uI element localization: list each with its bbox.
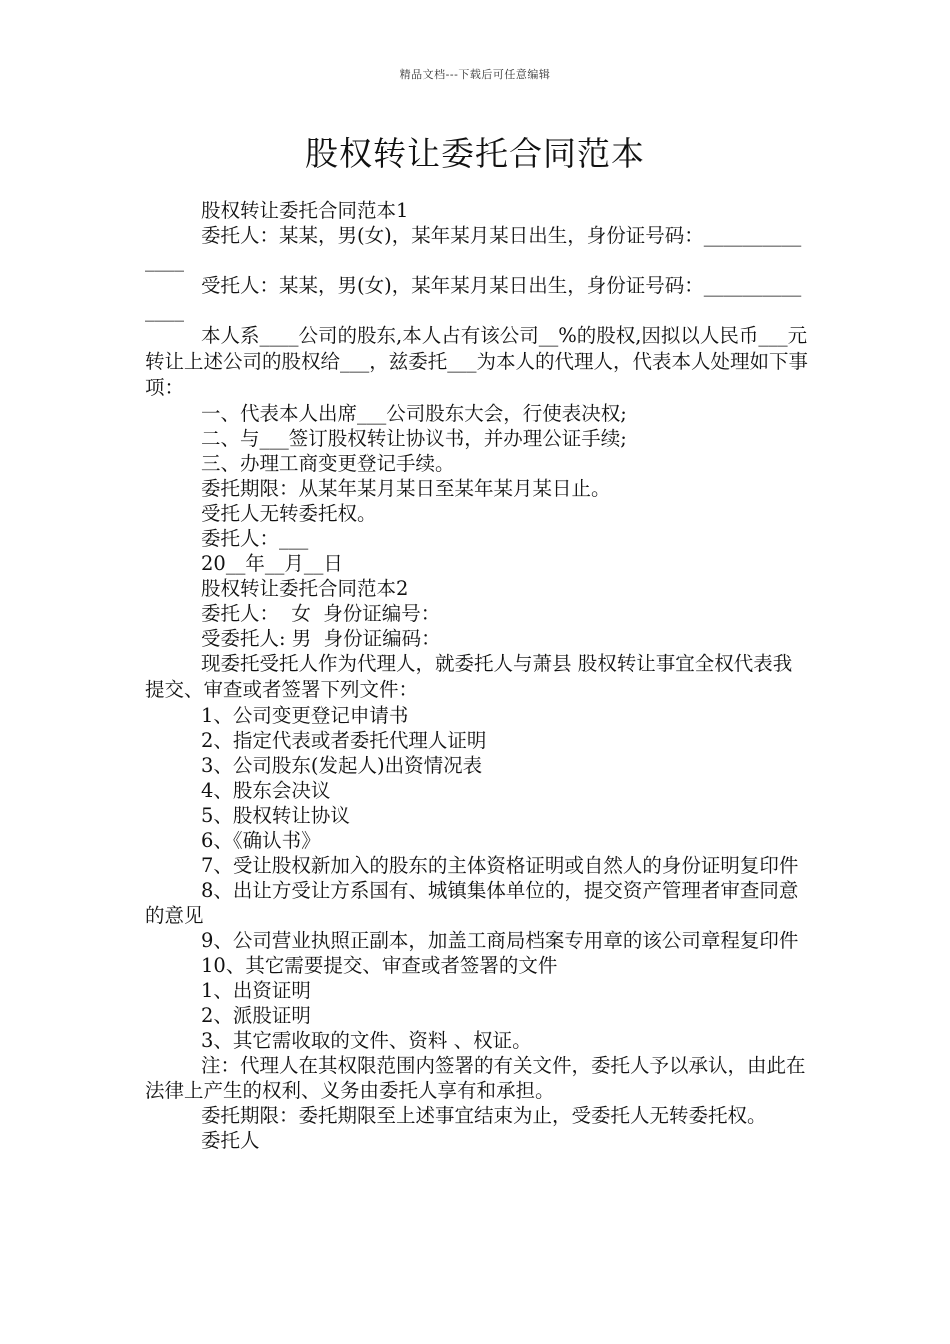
principal-signature-line: 委托人：___ (201, 527, 309, 550)
list-item: 二、与___签订股权转让协议书，并办理公证手续; (201, 427, 627, 450)
authorization-paragraph: 本人系____公司的股东,本人占有该公司__%的股权,因拟以人民币___元转让上述公司的股权给___，兹委托___为本人的代理人，代表本人处理如下事项： (145, 324, 809, 399)
principal-line: 委托人： 女 身份证编号： (201, 602, 441, 625)
principal-signature-line: 委托人 (201, 1129, 260, 1152)
list-item: 6、《确认书》 (201, 829, 321, 852)
authorization-paragraph: 现委托受托人作为代理人，就委托人与萧县 股权转让事宜全权代表我提交、审查或者签署下列文件： (145, 652, 793, 701)
list-item: 3、公司股东(发起人)出资情况表 (201, 754, 483, 777)
list-item: 三、办理工商变更登记手续。 (201, 452, 455, 475)
list-item: 7、受让股权新加入的股东的主体资格证明或自然人的身份证明复印件 (201, 854, 799, 877)
date-line: 20__年__月__日 (201, 552, 343, 575)
list-item: 10、其它需要提交、审查或者签署的文件 (201, 954, 558, 977)
list-item: 2、派股证明 (201, 1004, 311, 1027)
list-item: 5、股权转让协议 (201, 804, 350, 827)
list-item: 1、公司变更登记申请书 (201, 704, 409, 727)
list-item: 8、出让方受让方系国有、城镇集体单位的，提交资产管理者审查同意的意见 (145, 879, 799, 927)
header-note: 精品文档---下载后可任意编辑 (399, 68, 551, 81)
agent-line: 受委托人: 男 身份证编码： (201, 627, 441, 650)
no-subdelegation-line: 受托人无转委托权。 (201, 502, 377, 525)
term-line: 委托期限：委托期限至上述事宜结束为止，受委托人无转委托权。 (201, 1104, 767, 1127)
note-paragraph: 注：代理人在其权限范围内签署的有关文件，委托人予以承认，由此在法律上产生的权利、义务由委托人享有和承担。 (145, 1054, 806, 1102)
section-heading-1: 股权转让委托合同范本1 (201, 199, 409, 222)
list-item: 4、股东会决议 (201, 779, 331, 802)
document-body (145, 198, 810, 1153)
document-title: 股权转让委托合同范本 (305, 134, 645, 173)
list-item: 2、指定代表或者委托代理人证明 (201, 729, 487, 752)
section-heading-2: 股权转让委托合同范本2 (201, 577, 409, 600)
list-item: 9、公司营业执照正副本，加盖工商局档案专用章的该公司章程复印件 (201, 929, 799, 952)
list-item: 3、其它需收取的文件、资料 、权证。 (201, 1029, 532, 1052)
principal-line: 委托人：某某，男(女)，某年某月某日出生，身份证号码：______________ (145, 224, 802, 272)
list-item: 一、代表本人出席___公司股东大会，行使表决权; (201, 402, 627, 425)
term-line: 委托期限：从某年某月某日至某年某月某日止。 (201, 477, 611, 500)
list-item: 1、出资证明 (201, 979, 311, 1002)
agent-line: 受托人：某某，男(女)，某年某月某日出生，身份证号码：______________ (145, 274, 802, 322)
